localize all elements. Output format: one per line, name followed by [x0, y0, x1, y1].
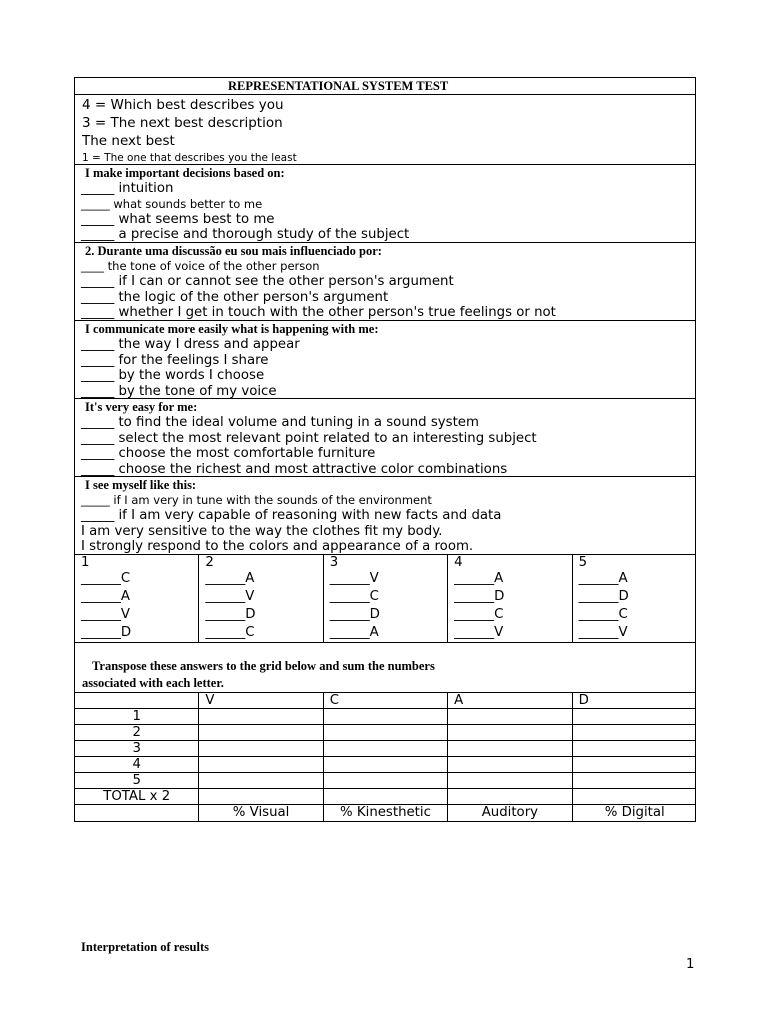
grid-cell[interactable]	[199, 725, 323, 740]
answer-key-entry: ______C	[329, 589, 379, 604]
question-option: _____ choose the most comfortable furniture	[81, 446, 376, 461]
answer-key-entry: ______A	[81, 589, 130, 604]
score-grid-header-row	[75, 693, 695, 709]
answer-key-entry: ______V	[205, 589, 255, 604]
grid-cell[interactable]	[199, 773, 323, 788]
question-option: _____ the logic of the other person's argument	[81, 289, 389, 305]
answer-key-entry: ______V	[81, 607, 130, 622]
grid-cell[interactable]	[448, 725, 572, 740]
question-option: _____ whether I get in touch with the other person's true feelings or not	[81, 305, 556, 320]
test-title: REPRESENTATIONAL SYSTEM TEST	[75, 78, 695, 95]
score-grid-row	[75, 757, 695, 773]
grid-cell[interactable]	[573, 757, 697, 772]
grid-footer-cell: Auditory	[448, 805, 572, 821]
grid-cell[interactable]	[199, 741, 323, 756]
question-option: _____ what sounds better to me	[81, 196, 263, 211]
grid-cell[interactable]	[448, 741, 572, 756]
question-heading: I communicate more easily what is happening with me:	[85, 322, 379, 336]
question-option: _____ the way I dress and appear	[81, 337, 300, 352]
question-heading: 2. Durante uma discussão eu sou mais influenciado por:	[85, 244, 382, 258]
question-option: _____ to find the ideal volume and tuning in a sound system	[81, 415, 479, 430]
score-grid	[75, 693, 695, 821]
grid-cell[interactable]	[199, 789, 323, 804]
legend-4: 4 = Which best describes you	[82, 97, 284, 113]
answer-key-entry: ______A	[329, 625, 379, 640]
transpose-instructions	[75, 643, 695, 693]
grid-header-cell	[75, 693, 199, 708]
question-option: _____ if I am very capable of reasoning with new facts and data	[81, 508, 502, 523]
grid-cell[interactable]	[199, 709, 323, 724]
grid-cell[interactable]	[324, 725, 448, 740]
question-option: _____ by the tone of my voice	[81, 383, 277, 399]
grid-cell[interactable]	[573, 773, 697, 788]
answer-key-entry: ______A	[205, 571, 255, 586]
question-option: _____ what seems best to me	[81, 211, 275, 227]
question-option: _____ a precise and thorough study of the subject	[81, 227, 410, 242]
grid-row-label: 4	[75, 757, 199, 772]
question-option: I am very sensitive to the way the clothes fit my body.	[81, 523, 443, 539]
grid-cell[interactable]	[448, 709, 572, 724]
question-option: _____ if I can or cannot see the other person's argument	[81, 274, 454, 289]
grid-cell[interactable]	[324, 709, 448, 724]
grid-row-label: 5	[75, 773, 199, 788]
question-option: _____ choose the richest and most attractive color combinations	[81, 461, 508, 477]
answer-key-entry: ______D	[578, 589, 629, 604]
score-grid-total-row	[75, 789, 695, 805]
grid-cell[interactable]	[448, 757, 572, 772]
legend-3: 3 = The next best description	[82, 115, 283, 132]
answer-key-entry: ______C	[454, 607, 504, 622]
question-option: _____ select the most relevant point related to an interesting subject	[81, 430, 537, 446]
score-grid-row	[75, 709, 695, 725]
grid-header-cell: V	[199, 693, 323, 708]
grid-row-label: 3	[75, 741, 199, 756]
answer-key-column	[75, 555, 199, 642]
question-4	[75, 399, 695, 477]
score-grid-row	[75, 773, 695, 789]
grid-cell[interactable]	[324, 741, 448, 756]
score-grid-row	[75, 741, 695, 757]
grid-cell[interactable]	[573, 789, 697, 804]
answer-key-entry: ______C	[205, 625, 255, 640]
answer-key-entry: ______C	[578, 607, 628, 622]
grid-footer-cell: % Visual	[199, 805, 323, 821]
answer-key-entry: ______V	[329, 571, 379, 586]
grid-header-cell: A	[448, 693, 572, 708]
page-number: 1	[686, 957, 695, 972]
question-1	[75, 165, 695, 243]
answer-key-entry: ______V	[454, 625, 504, 640]
grid-cell[interactable]	[573, 709, 697, 724]
answer-key-entry: ______D	[205, 607, 256, 622]
grid-cell[interactable]	[573, 741, 697, 756]
legend-1: 1 = The one that describes you the least	[82, 151, 297, 164]
grid-cell[interactable]	[448, 789, 572, 804]
question-2	[75, 243, 695, 321]
question-heading: I see myself like this:	[85, 478, 197, 492]
grid-header-cell: D	[578, 693, 589, 708]
grid-footer-cell	[75, 805, 199, 821]
grid-footer-cell: % Kinesthetic	[324, 805, 448, 821]
answer-key-column	[324, 555, 448, 642]
grid-row-label: TOTAL x 2	[75, 789, 199, 804]
grid-row-label: 1	[75, 709, 199, 724]
score-grid-row	[75, 725, 695, 741]
answer-key-entry: ______V	[578, 625, 628, 640]
legend-2: The next best	[82, 133, 175, 150]
grid-header-cell: C	[324, 693, 448, 708]
answer-key-entry: ______D	[81, 625, 132, 640]
grid-cell[interactable]	[573, 725, 697, 740]
grid-cell[interactable]	[324, 757, 448, 772]
transpose-line-2: associated with each letter.	[82, 676, 224, 690]
answer-key-entry: ______D	[329, 607, 380, 622]
answer-key-number: 2	[205, 555, 214, 570]
question-option: I strongly respond to the colors and appearance of a room.	[81, 539, 474, 554]
answer-key-number: 4	[454, 555, 463, 570]
answer-key-column	[448, 555, 572, 642]
question-option: ____ the tone of voice of the other person	[81, 259, 320, 273]
answer-key-entry: ______A	[578, 571, 628, 586]
grid-cell[interactable]	[199, 757, 323, 772]
answer-key-column	[199, 555, 323, 642]
grid-footer-cell: % Digital	[604, 805, 665, 820]
transpose-line-1: Transpose these answers to the grid below and sum the numbers	[92, 659, 435, 673]
answer-key-number: 5	[578, 555, 588, 570]
question-3	[75, 321, 695, 399]
question-option: _____ for the feelings I share	[81, 352, 269, 368]
answer-key-entry: ______D	[454, 589, 505, 604]
scoring-legend	[75, 95, 695, 165]
answer-key-number: 3	[329, 555, 339, 570]
answer-key	[75, 555, 695, 643]
question-option: _____ by the words I choose	[81, 368, 265, 383]
grid-cell[interactable]	[448, 773, 572, 788]
answer-key-entry: ______C	[81, 571, 131, 586]
question-option: _____ if I am very in tune with the sounds of the environment	[81, 493, 432, 507]
answer-key-entry: ______A	[454, 571, 504, 586]
grid-cell[interactable]	[324, 773, 448, 788]
answer-key-column	[573, 555, 697, 642]
test-table	[74, 77, 696, 822]
question-heading: It's very easy for me:	[85, 400, 198, 414]
grid-cell[interactable]	[324, 789, 448, 804]
answer-key-number: 1	[81, 555, 90, 570]
score-grid-footer-row	[75, 805, 695, 821]
question-heading: I make important decisions based on:	[85, 166, 285, 180]
question-5	[75, 477, 695, 555]
question-option: _____ intuition	[81, 181, 174, 196]
interpretation-heading: Interpretation of results	[81, 940, 209, 954]
grid-row-label: 2	[75, 725, 199, 740]
